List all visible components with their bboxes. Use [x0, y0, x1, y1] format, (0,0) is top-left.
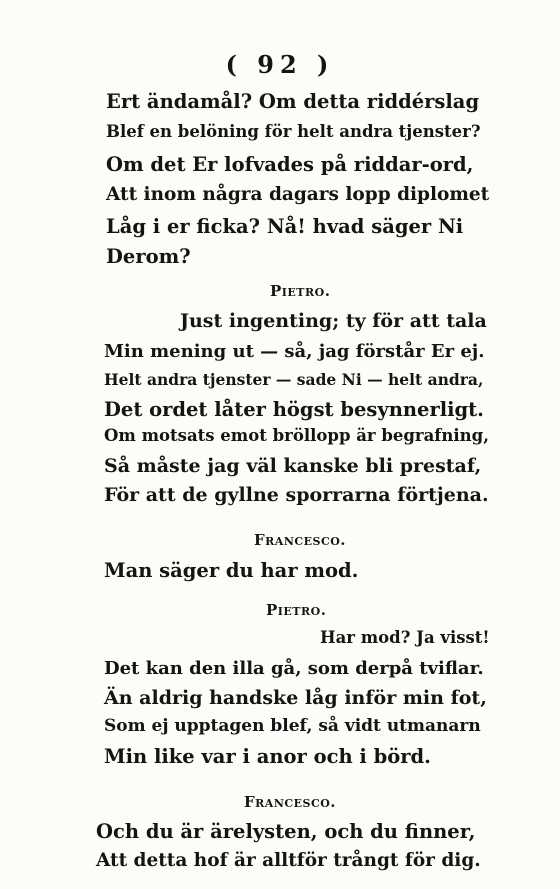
- verse-line: Låg i er ficka? Nå! hvad säger Ni: [106, 215, 464, 238]
- verse-line: Om motsats emot bröllopp är begrafning,: [104, 426, 489, 445]
- speaker-name: Pietro.: [270, 282, 331, 300]
- verse-line: Att detta hof är alltför trångt för dig.: [96, 850, 481, 871]
- verse-line: Helt andra tjenster — sade Ni — helt andra,: [104, 370, 484, 389]
- verse-line: Blef en belöning för helt andra tjenster?: [106, 122, 481, 141]
- verse-line: Min mening ut — så, jag förstår Er ej.: [104, 341, 485, 362]
- speaker-name: Francesco.: [254, 531, 347, 549]
- speaker-name: Pietro.: [266, 601, 327, 619]
- verse-line: Så måste jag väl kanske bli prestaf,: [104, 455, 482, 477]
- verse-line: Min like var i anor och i börd.: [104, 745, 431, 768]
- speaker-name: Francesco.: [244, 793, 337, 811]
- verse-line: Om det Er lofvades på riddar-ord,: [106, 153, 474, 176]
- verse-line: Att inom några dagars lopp diplomet: [106, 184, 490, 205]
- verse-line: För att de gyllne sporrarna förtjena.: [104, 484, 489, 506]
- verse-line: Ert ändamål? Om detta riddérslag: [106, 90, 480, 113]
- verse-line: Det kan den illa gå, som derpå tviflar.: [104, 658, 484, 679]
- verse-line: Än aldrig handske låg inför min fot,: [104, 687, 487, 709]
- verse-line: Man säger du har mod.: [104, 559, 359, 582]
- verse-line: Det ordet låter högst besynnerligt.: [104, 398, 484, 421]
- verse-line: Som ej upptagen blef, så vidt utmanarn: [104, 716, 481, 736]
- page-number: ( 92 ): [225, 50, 335, 79]
- verse-line: Och du är ärelysten, och du finner,: [96, 820, 476, 843]
- verse-line: Derom?: [106, 245, 191, 268]
- verse-line: Just ingenting; ty för att tala: [180, 310, 487, 332]
- verse-line: Har mod? Ja visst!: [320, 628, 490, 647]
